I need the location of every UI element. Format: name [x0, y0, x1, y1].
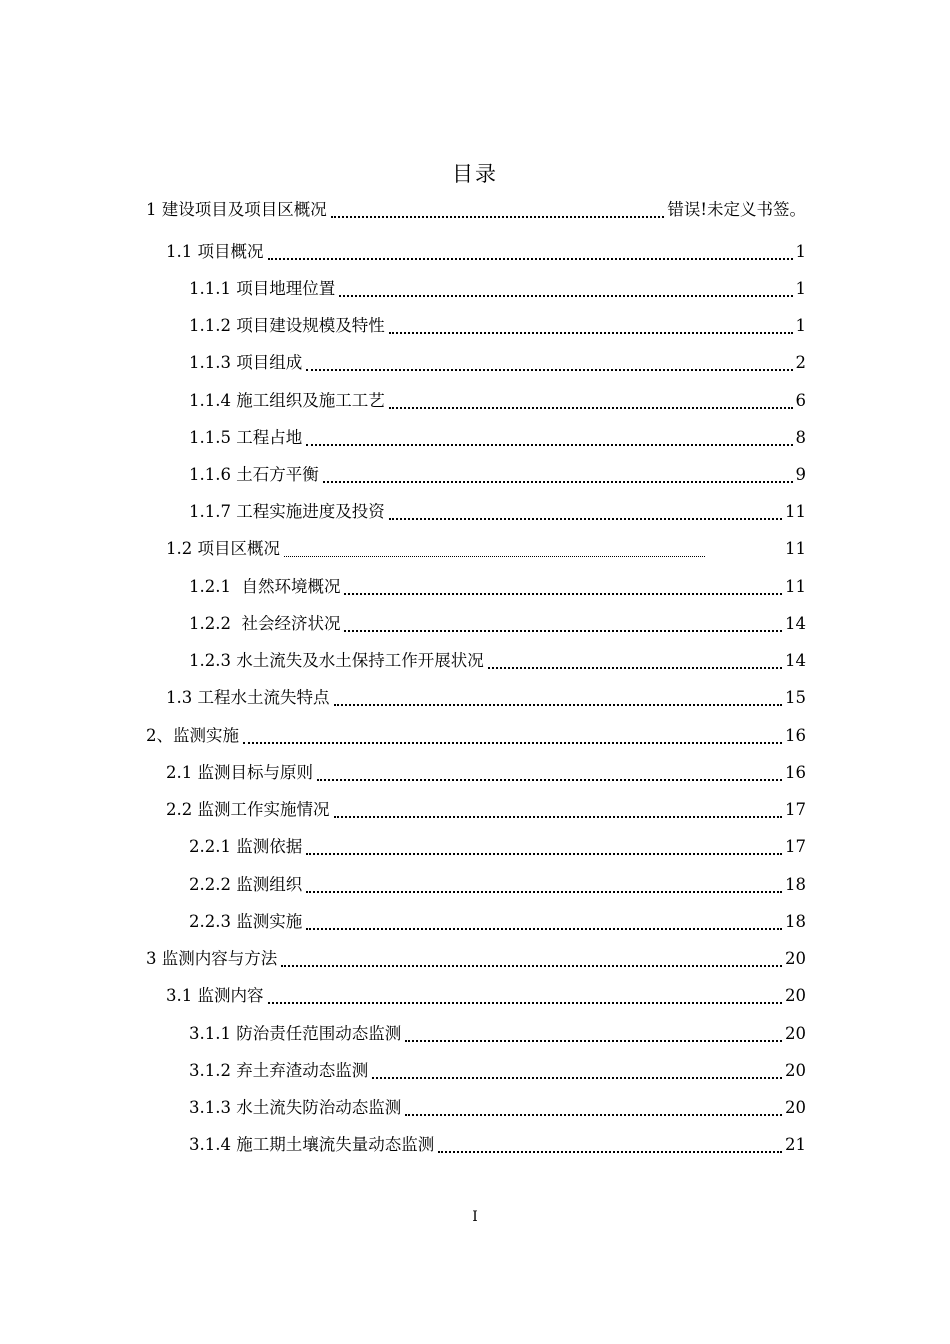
toc-entry-page: 1: [795, 279, 806, 298]
toc-entry-page: 21: [785, 1135, 806, 1154]
toc-entry-page: 17: [785, 837, 806, 856]
toc-entry-page: 16: [785, 726, 806, 745]
toc-entry-label: 3.1.3 水土流失防治动态监测: [189, 1098, 402, 1117]
toc-entry-page: 2: [795, 353, 806, 372]
toc-entry-label: 1.2 项目区概况: [166, 539, 280, 558]
toc-entry[interactable]: [189, 461, 806, 487]
toc-entry[interactable]: [189, 610, 806, 636]
toc-entry-page: 20: [785, 949, 806, 968]
toc-entry-label: 1.1.3 项目组成: [189, 353, 303, 372]
toc-leader: [317, 759, 782, 781]
toc-leader: [339, 275, 792, 297]
toc-entry-page: 1: [795, 242, 806, 261]
toc-entry-page: 14: [785, 614, 806, 633]
toc-leader: [284, 536, 705, 557]
toc-entry-page: 20: [785, 1024, 806, 1043]
toc-entry-label: 2.1 监测目标与原则: [166, 763, 313, 782]
toc-entry[interactable]: [189, 1131, 806, 1157]
toc-entry[interactable]: [189, 647, 806, 673]
toc-entry-label: 3.1.1 防治责任范围动态监测: [189, 1024, 402, 1043]
toc-entry-page: 17: [785, 800, 806, 819]
toc-entry[interactable]: [166, 796, 806, 822]
toc-entry-label: 1.1.7 工程实施进度及投资: [189, 502, 385, 521]
toc-leader: [405, 1094, 782, 1116]
page-number: I: [472, 1209, 478, 1225]
toc-entry[interactable]: [166, 759, 806, 785]
toc-entry-page: 20: [785, 986, 806, 1005]
toc-leader: [306, 908, 782, 930]
toc-entry-page: 11: [785, 539, 806, 558]
toc-entry[interactable]: [189, 498, 806, 524]
toc-entry-label: 2.2.1 监测依据: [189, 837, 303, 856]
toc-entry[interactable]: [166, 238, 806, 264]
toc-leader: [306, 871, 782, 893]
toc-leader: [268, 982, 783, 1004]
toc-leader: [334, 684, 783, 706]
toc-entry-label: 2.2.3 监测实施: [189, 912, 303, 931]
toc-leader: [281, 945, 782, 967]
toc-entry-page: 18: [785, 912, 806, 931]
toc-entry-label: 1.2.3 水土流失及水土保持工作开展状况: [189, 651, 484, 670]
toc-entry-label: 3 监测内容与方法: [146, 949, 278, 968]
toc-leader: [344, 610, 782, 632]
toc-entry[interactable]: [189, 312, 806, 338]
toc-entry-label: 1 建设项目及项目区概况: [146, 200, 327, 219]
toc-leader: [389, 498, 782, 520]
toc-entry-page: 20: [785, 1061, 806, 1080]
toc-leader: [306, 349, 792, 371]
toc-entry[interactable]: [189, 908, 806, 934]
toc-entry[interactable]: [189, 387, 806, 413]
toc-entry[interactable]: [146, 196, 806, 222]
toc-leader: [438, 1131, 782, 1153]
toc-entry[interactable]: [189, 1094, 806, 1120]
toc-entry-page: 11: [785, 577, 806, 596]
toc-entry-page: 8: [795, 428, 806, 447]
toc-entry-page: 18: [785, 875, 806, 894]
toc-entry-page: 14: [785, 651, 806, 670]
toc-leader: [389, 387, 793, 409]
toc-entry-page: 错误!未定义书签。: [667, 200, 806, 219]
toc-leader: [331, 196, 665, 218]
toc-entry-page: 1: [795, 316, 806, 335]
toc-entry-label: 2、监测实施: [146, 726, 239, 745]
toc-entry-label: 1.2.1 自然环境概况: [189, 577, 341, 596]
toc-entry-label: 3.1.2 弃土弃渣动态监测: [189, 1061, 369, 1080]
toc-entry[interactable]: [166, 982, 806, 1008]
toc-entry-label: 1.1 项目概况: [166, 242, 264, 261]
toc-entry[interactable]: [189, 424, 806, 450]
toc-entry[interactable]: [166, 535, 806, 561]
toc-leader: [488, 647, 782, 669]
toc-title: 目录: [452, 162, 498, 186]
toc-entry[interactable]: [189, 1020, 806, 1046]
toc-entry-page: 6: [795, 391, 806, 410]
toc-leader: [243, 722, 782, 744]
toc-entry[interactable]: [189, 871, 806, 897]
toc-entry[interactable]: [189, 1057, 806, 1083]
toc-leader: [344, 573, 782, 595]
toc-entry-page: 9: [795, 465, 806, 484]
toc-entry-page: 16: [785, 763, 806, 782]
toc-leader: [323, 461, 793, 483]
toc-entry-label: 1.2.2 社会经济状况: [189, 614, 341, 633]
toc-entry-label: 1.1.2 项目建设规模及特性: [189, 316, 385, 335]
toc-leader: [334, 796, 783, 818]
toc-entry[interactable]: [189, 349, 806, 375]
toc-entry-page: 11: [785, 502, 806, 521]
toc-entry[interactable]: [189, 573, 806, 599]
toc-entry[interactable]: [146, 945, 806, 971]
toc-leader: [268, 238, 793, 260]
toc-entry-page: 20: [785, 1098, 806, 1117]
toc-entry-label: 2.2.2 监测组织: [189, 875, 303, 894]
toc-entry[interactable]: [189, 833, 806, 859]
toc-entry-label: 1.1.6 土石方平衡: [189, 465, 319, 484]
toc-entry-label: 1.1.4 施工组织及施工工艺: [189, 391, 385, 410]
toc-entry-label: 2.2 监测工作实施情况: [166, 800, 330, 819]
toc-entry[interactable]: [166, 684, 806, 710]
toc-leader: [372, 1057, 782, 1079]
toc-leader: [306, 833, 782, 855]
toc-leader: [405, 1020, 782, 1042]
toc-entry-label: 3.1.4 施工期土壤流失量动态监测: [189, 1135, 435, 1154]
toc-entry-label: 1.1.1 项目地理位置: [189, 279, 336, 298]
toc-entry-page: 15: [785, 688, 806, 707]
toc-leader: [306, 424, 792, 446]
toc-leader: [389, 312, 793, 334]
toc-entry[interactable]: [189, 275, 806, 301]
toc-entry-label: 3.1 监测内容: [166, 986, 264, 1005]
toc-entry-label: 1.1.5 工程占地: [189, 428, 303, 447]
toc-entry[interactable]: [146, 722, 806, 748]
toc-entry-label: 1.3 工程水土流失特点: [166, 688, 330, 707]
